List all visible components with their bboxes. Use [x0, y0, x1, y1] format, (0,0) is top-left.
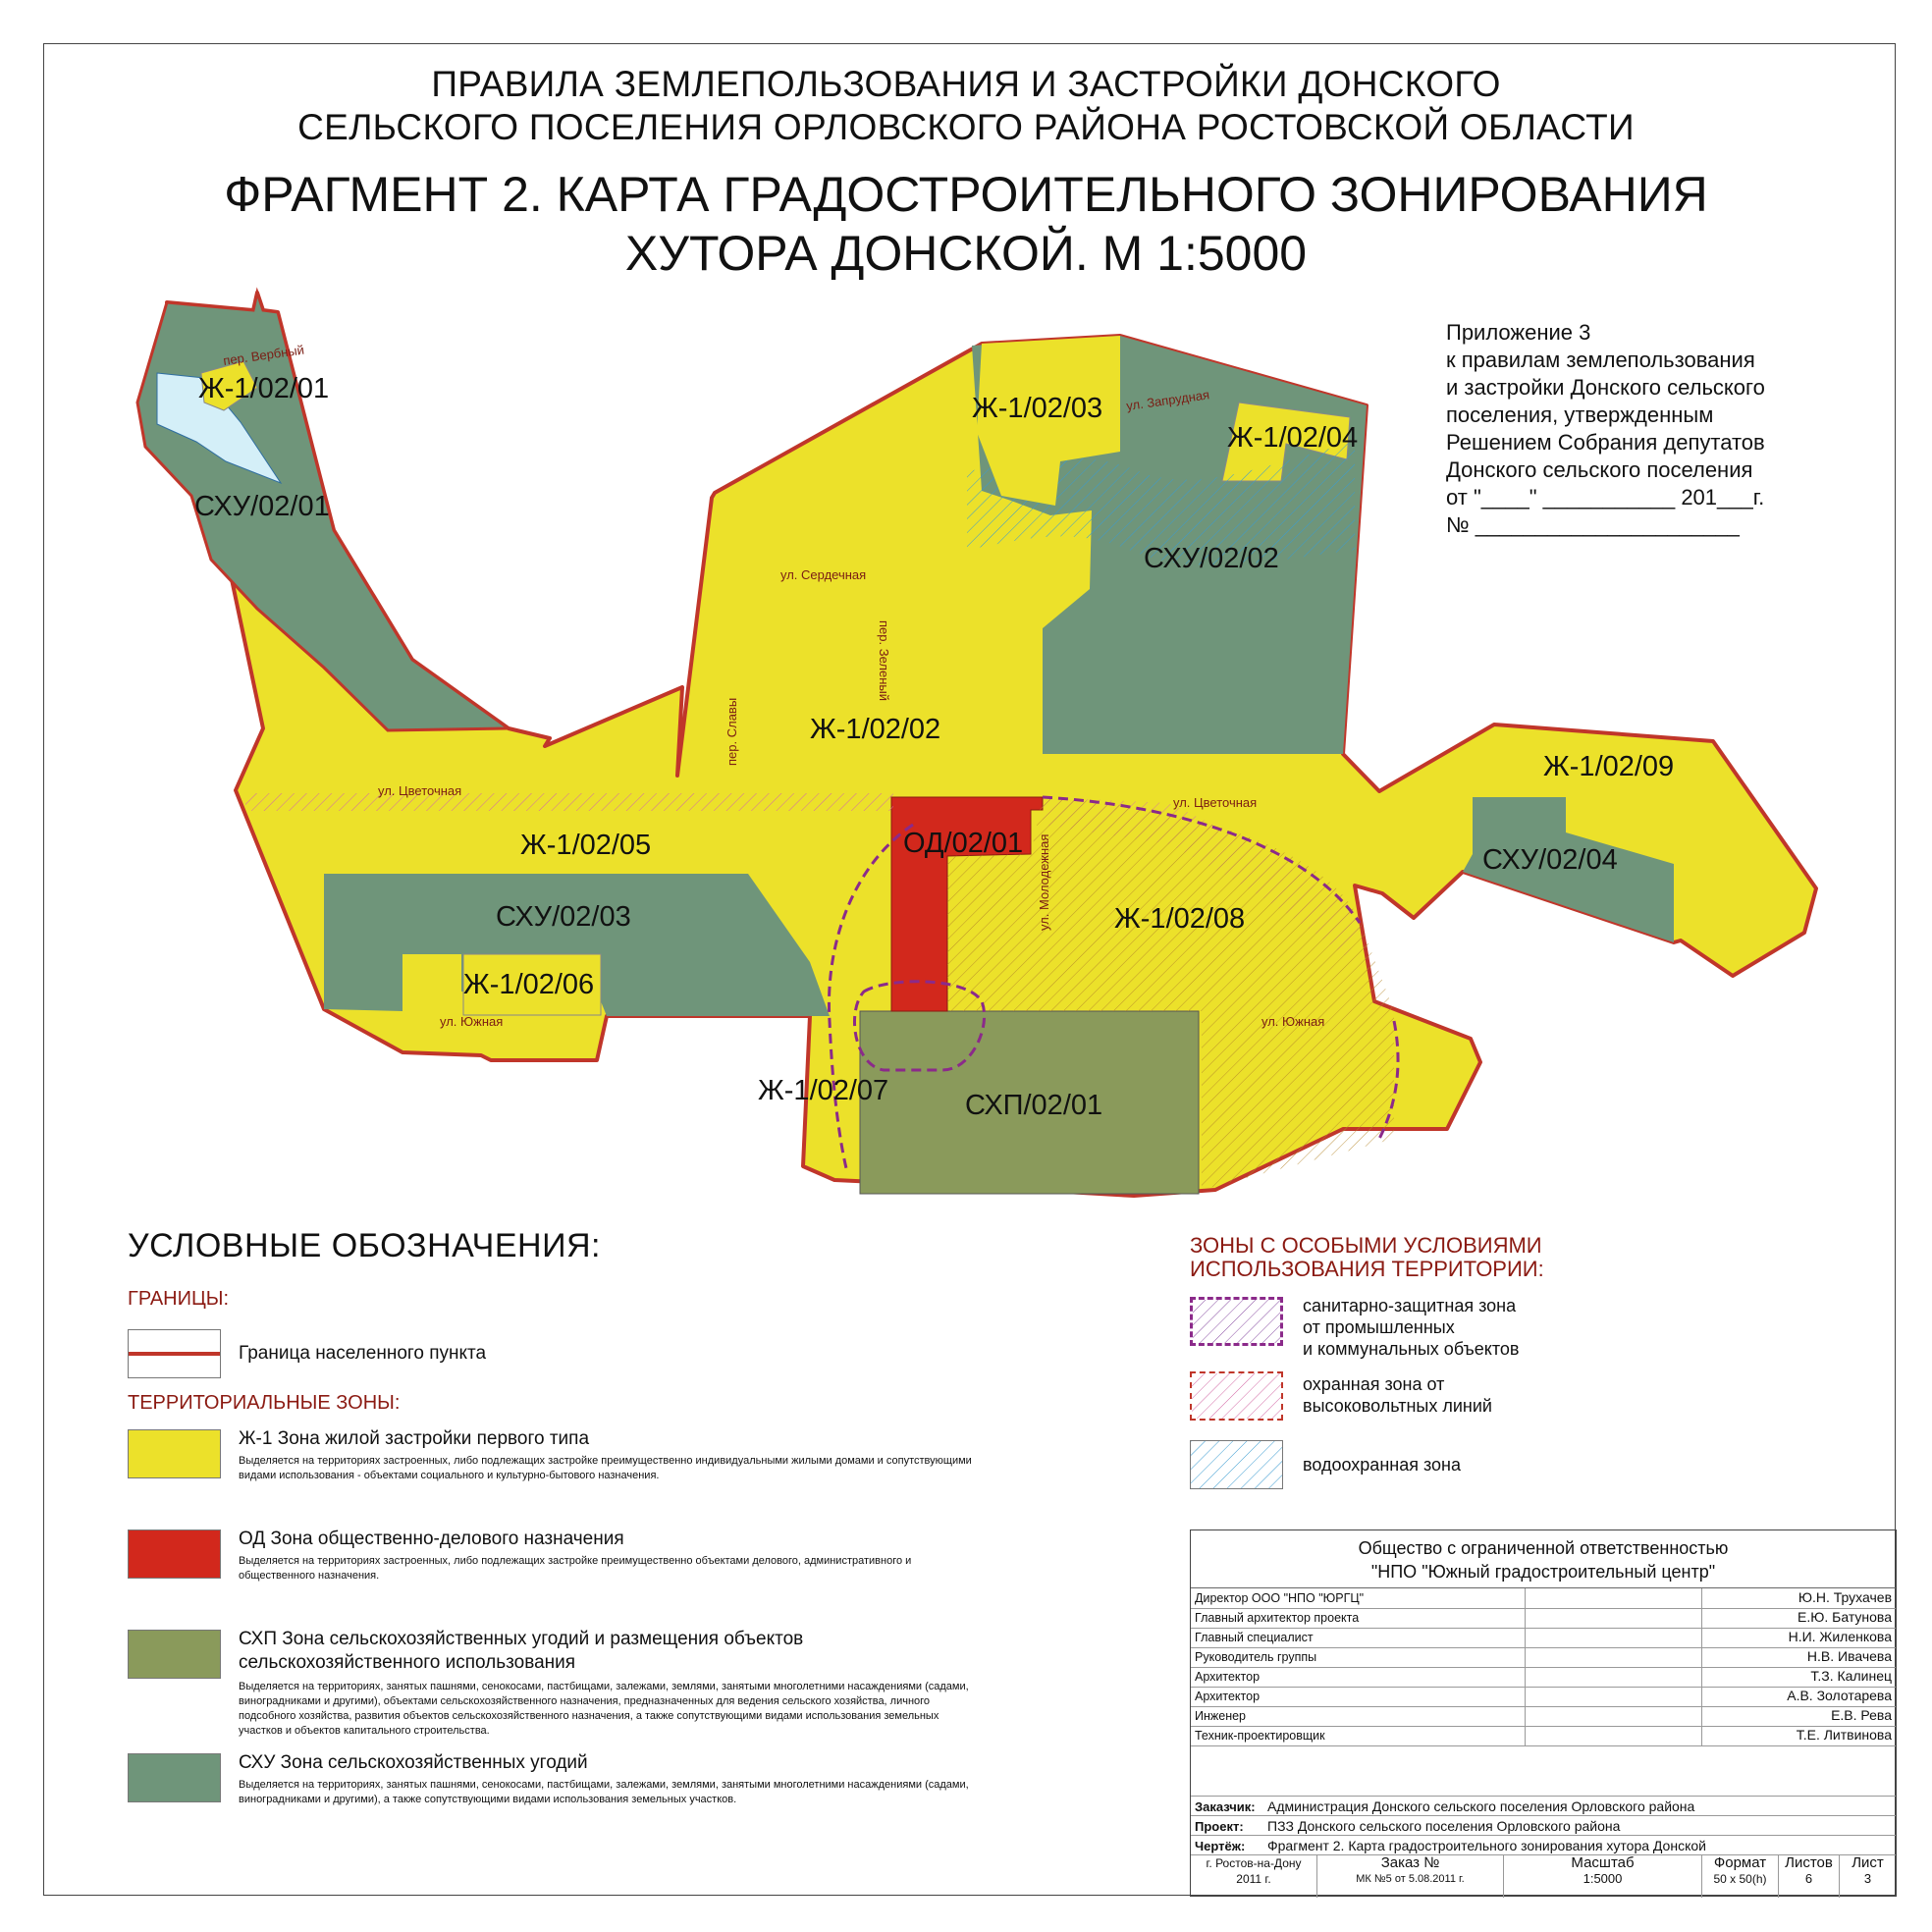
agri-production-zone-name-2: сельскохозяйственного использования	[239, 1652, 576, 1673]
staff-name: Т.З. Калинец	[1810, 1668, 1892, 1684]
zone-label-shu-02-01: СХУ/02/01	[194, 491, 330, 522]
zone-label-zh1-02-03: Ж-1/02/03	[972, 393, 1103, 424]
footer-format-cell	[1701, 1855, 1778, 1898]
borders-title: ГРАНИЦЫ:	[128, 1288, 230, 1310]
agri-production-zone-name-1: СХП Зона сельскохозяйственных угодий и размещения объектов	[239, 1629, 804, 1649]
staff-role: Главный архитектор проекта	[1195, 1611, 1360, 1625]
street-label-zeleny: пер. Зеленый	[877, 620, 891, 701]
appendix-line: и застройки Донского сельского	[1446, 375, 1765, 400]
zone-label-zh1-02-08: Ж-1/02/08	[1114, 903, 1246, 935]
staff-name: Ю.Н. Трухачев	[1798, 1589, 1892, 1605]
street-label-slavy: пер. Славы	[724, 697, 739, 766]
project-key: Проект:	[1195, 1819, 1244, 1834]
agri-land-zone-description: Выделяется на территориях, занятых пашнями, сенокосами, пастбищами, залежами, землями, занятыми многолетними насаждениями (садами, виноградниками и другими), а также сопутствующими видами использования земельных участков.	[239, 1779, 969, 1805]
footer-format-header: Формат	[1713, 1854, 1767, 1871]
appendix-line: к правилам землепользования	[1446, 348, 1755, 372]
organization-line-2: "НПО "Южный градостроительный центр"	[1370, 1562, 1716, 1582]
staff-role: Директор ООО "НПО "ЮРГЦ"	[1195, 1591, 1365, 1605]
street-label-yuzhnaya-e: ул. Южная	[1261, 1014, 1325, 1029]
map-title-line-2: ХУТОРА ДОНСКОЙ. М 1:5000	[624, 226, 1308, 281]
zone-label-shu-02-03: СХУ/02/03	[496, 901, 631, 933]
customer-key: Заказчик:	[1195, 1799, 1256, 1814]
zones-title: ТЕРРИТОРИАЛЬНЫЕ ЗОНЫ:	[128, 1392, 401, 1414]
appendix-line: Решением Собрания депутатов	[1446, 430, 1765, 455]
water-zone-label: водоохранная зона	[1303, 1455, 1461, 1475]
project-row	[1191, 1815, 1896, 1836]
sanitary-zone-swatch	[1190, 1297, 1283, 1346]
footer-city: г. Ростов-на-Дону	[1206, 1856, 1302, 1870]
footer-scale-value: 1:5000	[1583, 1871, 1623, 1886]
staff-row	[1191, 1667, 1896, 1688]
zone-label-zh1-02-09: Ж-1/02/09	[1543, 751, 1675, 782]
street-label-tsvetochnaya-w: ул. Цветочная	[378, 783, 462, 798]
appendix-line: № ______________________	[1446, 512, 1740, 537]
footer-year: 2011 г.	[1236, 1872, 1271, 1886]
staff-role: Архитектор	[1195, 1690, 1261, 1703]
staff-row	[1191, 1588, 1896, 1609]
staff-row	[1191, 1706, 1896, 1727]
title-line-2: СЕЛЬСКОГО ПОСЕЛЕНИЯ ОРЛОВСКОГО РАЙОНА РОСТОВСКОЙ ОБЛАСТИ	[297, 107, 1635, 147]
zone-label-zh1-02-04: Ж-1/02/04	[1227, 422, 1359, 454]
drawing-value: Фрагмент 2. Карта градостроительного зонирования хутора Донской	[1267, 1838, 1706, 1853]
staff-row	[1191, 1628, 1896, 1648]
power-zone-line: высоковольтных линий	[1303, 1396, 1492, 1416]
street-label-zaprudnaya: ул. Запрудная	[1125, 387, 1210, 413]
street-label-tsvetochnaya-e: ул. Цветочная	[1173, 795, 1258, 810]
power-zone-label	[1303, 1373, 1492, 1417]
footer-sheets-header: Листов	[1785, 1854, 1833, 1871]
boundary-swatch	[128, 1329, 221, 1378]
sanitary-zone-label	[1303, 1295, 1519, 1360]
staff-name: Н.И. Жиленкова	[1788, 1629, 1892, 1644]
agri-land-swatch	[128, 1753, 221, 1802]
street-label-molodezhnaya: ул. Молодежная	[1037, 833, 1051, 931]
customer-row	[1191, 1796, 1896, 1816]
organization-line-1: Общество с ограниченной ответственностью	[1358, 1538, 1729, 1558]
title-line-1: ПРАВИЛА ЗЕМЛЕПОЛЬЗОВАНИЯ И ЗАСТРОЙКИ ДОНСКОГО	[431, 64, 1501, 104]
footer-sheets-value: 6	[1804, 1871, 1813, 1886]
sanitary-zone-line: от промышленных	[1303, 1317, 1455, 1337]
legend	[128, 1227, 1060, 1805]
footer-order-value: МК №5 от 5.08.2011 г.	[1356, 1873, 1465, 1885]
staff-name: А.В. Золотарева	[1787, 1688, 1892, 1703]
staff-row	[1191, 1608, 1896, 1629]
staff-role: Главный специалист	[1195, 1631, 1314, 1644]
staff-role: Техник-проектировщик	[1195, 1729, 1325, 1743]
agri-land-zone-name: СХУ Зона сельскохозяйственных угодий	[239, 1752, 588, 1773]
boundary-label: Граница населенного пункта	[239, 1343, 487, 1364]
sanitary-zone-line: и коммунальных объектов	[1303, 1339, 1520, 1359]
zone-label-shp-02-01: СХП/02/01	[965, 1090, 1103, 1121]
staff-name: Н.В. Ивачева	[1806, 1648, 1892, 1664]
drawing-row	[1191, 1835, 1896, 1855]
water-zone-swatch	[1190, 1440, 1283, 1489]
drawing-key: Чертёж:	[1195, 1839, 1246, 1853]
footer-order-cell	[1316, 1855, 1503, 1898]
sanitary-zone-line: санитарно-защитная зона	[1303, 1296, 1517, 1315]
footer-city-cell	[1191, 1855, 1316, 1898]
agri-production-swatch	[128, 1630, 221, 1679]
appendix-line: Приложение 3	[1446, 320, 1591, 345]
residential-zone-name: Ж-1 Зона жилой застройки первого типа	[239, 1428, 590, 1449]
appendix-line: от "____" ___________ 201___г.	[1446, 485, 1765, 510]
legend-title: УСЛОВНЫЕ ОБОЗНАЧЕНИЯ:	[128, 1227, 602, 1264]
staff-name: Т.Е. Литвинова	[1796, 1727, 1892, 1743]
zone-label-zh1-02-06: Ж-1/02/06	[463, 969, 595, 1000]
footer-sheets-cell	[1778, 1855, 1839, 1898]
zone-label-shu-02-02: СХУ/02/02	[1144, 543, 1279, 574]
footer-sheet-header: Лист	[1852, 1854, 1884, 1871]
staff-name: Е.В. Рева	[1831, 1707, 1892, 1723]
zone-label-zh1-02-02: Ж-1/02/02	[810, 714, 941, 745]
business-zone-name: ОД Зона общественно-делового назначения	[239, 1529, 624, 1549]
appendix-line: поселения, утвержденным	[1446, 402, 1714, 427]
special-zones-title-1: ЗОНЫ С ОСОБЫМИ УСЛОВИЯМИ	[1190, 1233, 1542, 1258]
project-value: ПЗЗ Донского сельского поселения Орловского района	[1267, 1818, 1621, 1834]
footer-order-header: Заказ №	[1380, 1854, 1440, 1871]
footer-format-value: 50 х 50(h)	[1713, 1872, 1767, 1886]
zone-label-zh1-02-05: Ж-1/02/05	[520, 830, 652, 861]
zone-label-shu-02-04: СХУ/02/04	[1482, 844, 1618, 876]
business-swatch	[128, 1530, 221, 1579]
street-band-tsvetochnaya	[245, 793, 893, 811]
special-zones-title-2: ИСПОЛЬЗОВАНИЯ ТЕРРИТОРИИ:	[1190, 1257, 1544, 1281]
special-zones-legend	[1190, 1233, 1602, 1475]
staff-role: Инженер	[1195, 1709, 1247, 1723]
appendix-line: Донского сельского поселения	[1446, 457, 1753, 482]
zone-label-od-02-01: ОД/02/01	[903, 828, 1024, 859]
title-block	[1190, 1530, 1897, 1897]
staff-row	[1191, 1687, 1896, 1707]
street-label-serdechnaya: ул. Сердечная	[780, 567, 867, 582]
footer-sheet-value: 3	[1863, 1871, 1872, 1886]
staff-role: Архитектор	[1195, 1670, 1261, 1684]
map-title-line-1: ФРАГМЕНТ 2. КАРТА ГРАДОСТРОИТЕЛЬНОГО ЗОНИРОВАНИЯ	[224, 167, 1708, 222]
footer-scale-cell	[1503, 1855, 1701, 1898]
business-zone-description: Выделяется на территориях застроенных, либо подлежащих застройке преимущественно объектами делового, административного и общественного назначения.	[239, 1555, 912, 1582]
zone-label-zh1-02-07: Ж-1/02/07	[758, 1075, 889, 1106]
power-zone-swatch	[1190, 1371, 1283, 1421]
footer-sheet-cell	[1839, 1855, 1896, 1898]
staff-row	[1191, 1647, 1896, 1668]
residential-zone-description: Выделяется на территориях застроенных, либо подлежащих застройке преимущественно индивидуальными жилыми домами и сопутствующими видами использования - объектами социального и культурно-бытового назначения.	[239, 1455, 972, 1481]
staff-role: Руководитель группы	[1195, 1650, 1317, 1664]
staff-name: Е.Ю. Батунова	[1798, 1609, 1892, 1625]
footer-scale-header: Масштаб	[1571, 1854, 1635, 1871]
staff-row	[1191, 1726, 1896, 1746]
organization	[1191, 1530, 1896, 1588]
street-label-verbny: пер. Вербный	[222, 342, 305, 368]
customer-value: Администрация Донского сельского поселения Орловского района	[1267, 1798, 1695, 1814]
residential-swatch	[128, 1429, 221, 1478]
zone-label-zh1-02-01: Ж-1/02/01	[198, 373, 330, 404]
street-label-yuzhnaya-w: ул. Южная	[440, 1014, 504, 1029]
power-zone-line: охранная зона от	[1303, 1374, 1445, 1394]
agri-production-zone-description: Выделяется на территориях, занятых пашнями, сенокосами, пастбищами, залежами, землями, занятыми многолетними насаждениями (садами, виноградниками и другими), объектами сельскохозяйственного назначения, предназначенных для ведения сельского хозяйства, личного подсобного хозяйства, развития объектов сельскохозяйственного назначения, а также сопутствующими видами использования земельных участков и объектов капитального строительства.	[239, 1681, 969, 1737]
